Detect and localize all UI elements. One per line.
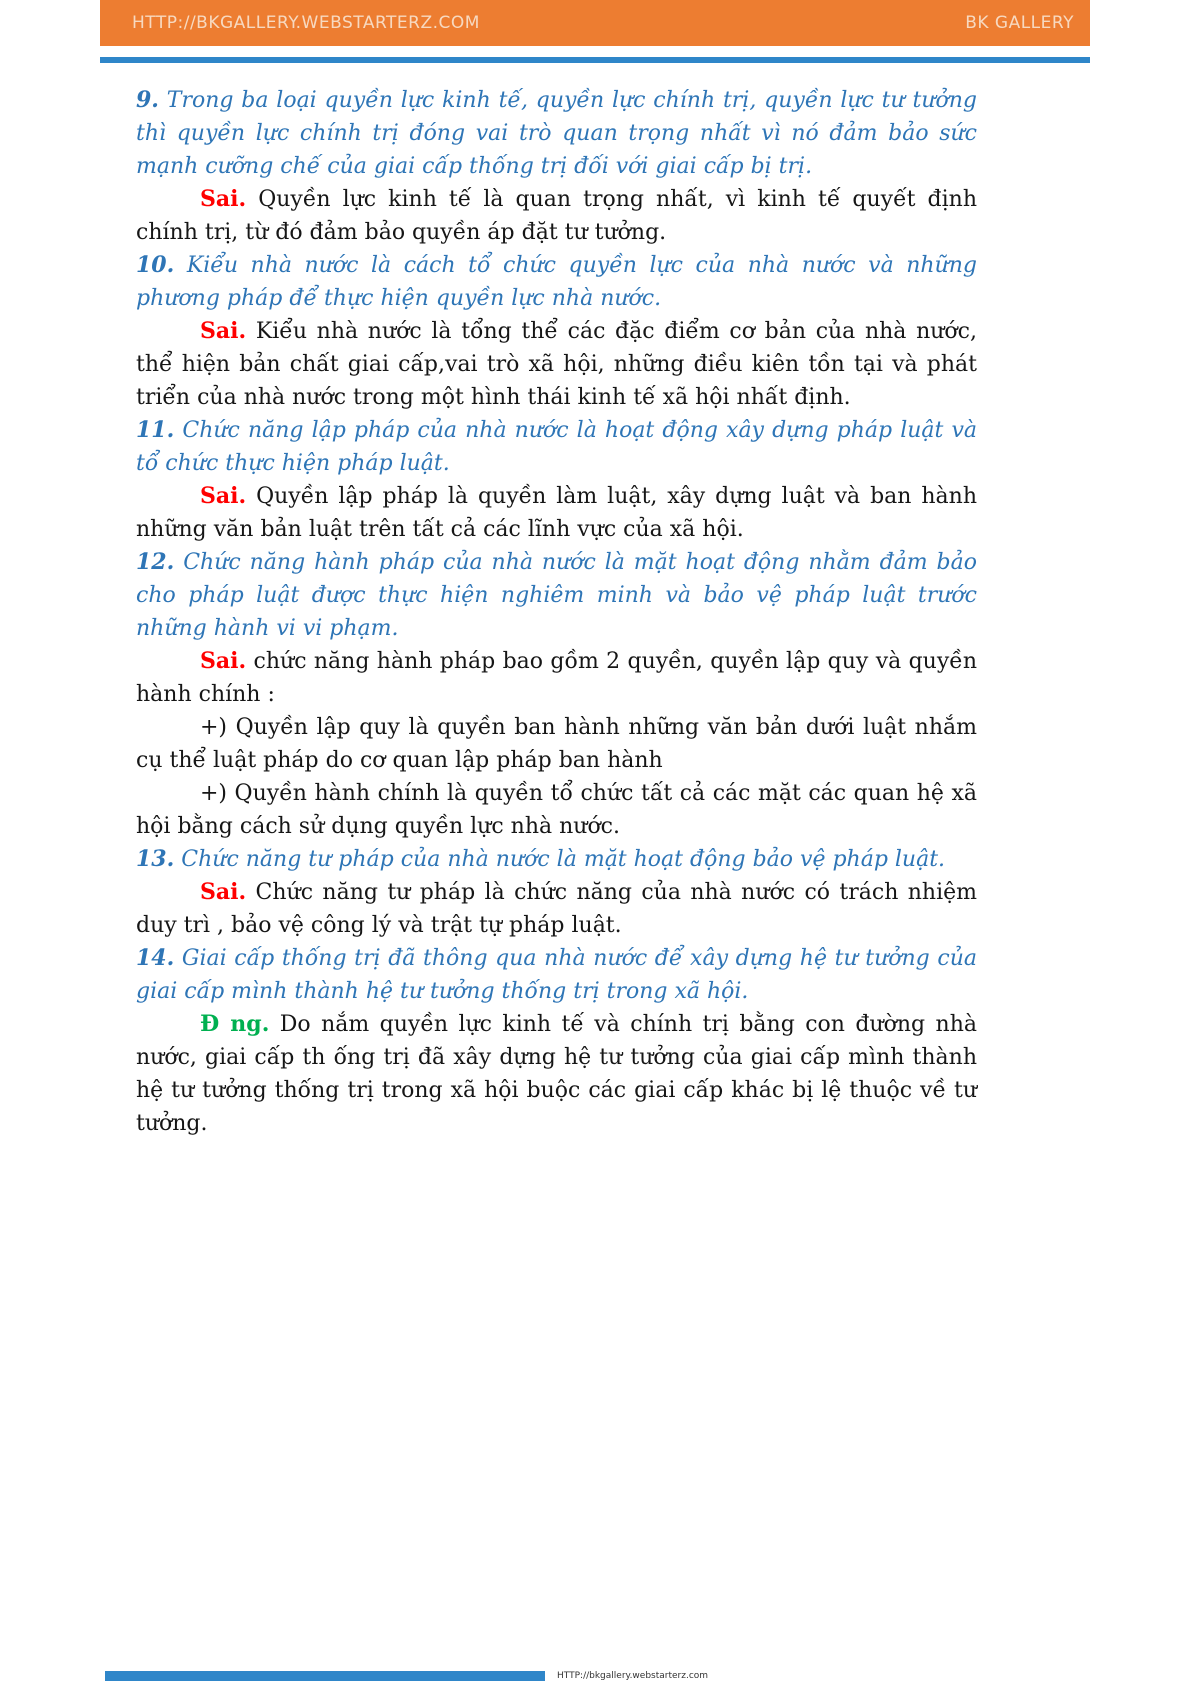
question-paragraph xyxy=(136,546,977,645)
answer-paragraph: Sai. chức năng hành pháp bao gồm 2 quyền, quyền lập quy và quyền hành chính : xyxy=(136,648,977,707)
verdict-label: Sai. xyxy=(200,318,247,344)
question-number: 9. xyxy=(136,87,159,113)
verdict-label: Sai. xyxy=(200,648,247,674)
question-paragraph xyxy=(136,414,977,480)
header-bar xyxy=(100,0,1090,46)
answer-paragraph: Đ ng. Do nắm quyền lực kinh tế và chính trị bằng con đường nhà nước, giai cấp th ống trị đã xây dựng hệ tư tưởng của giai cấp mình thành hệ tư tưởng thống trị trong xã hội buộc các giai cấp khác bị lệ thuộc về tư tưởng. xyxy=(136,1011,977,1136)
question-paragraph xyxy=(136,84,977,183)
header-url: HTTP://BKGALLERY.WEBSTARTERZ.COM xyxy=(132,13,480,33)
question-number: 12. xyxy=(136,549,175,575)
verdict-label: Đ ng. xyxy=(200,1011,270,1037)
question-number: 11. xyxy=(136,417,175,443)
document-body xyxy=(136,84,977,1140)
answer-paragraph: +) Quyền hành chính là quyền tổ chức tất cả các mặt các quan hệ xã hội bằng cách sử dụng quyền lực nhà nước. xyxy=(136,781,977,839)
footer-bar xyxy=(105,1671,545,1681)
question-paragraph xyxy=(136,942,977,1008)
question-text: Trong ba loại quyền lực kinh tế, quyền lực chính trị, quyền lực tư tưởng thì quyền lực chính trị đóng vai trò quan trọng nhất vì nó đảm bảo sức mạnh cưỡng chế của giai cấp thống trị đối với giai cấp bị trị. xyxy=(136,88,977,179)
answer-paragraph: Sai. Kiểu nhà nước là tổng thể các đặc điểm cơ bản của nhà nước, thể hiện bản chất giai cấp,vai trò xã hội, những điều kiên tồn tại và phát triển của nhà nước trong một hình thái kinh tế xã hội nhất định. xyxy=(136,318,977,410)
question-text: Kiểu nhà nước là cách tổ chức quyền lực của nhà nước và những phương pháp để thực hiện quyền lực nhà nước. xyxy=(136,253,977,311)
question-paragraph xyxy=(136,843,977,876)
header-brand: BK GALLERY xyxy=(965,13,1074,33)
question-number: 10. xyxy=(136,252,175,278)
verdict-label: Sai. xyxy=(200,186,247,212)
verdict-label: Sai. xyxy=(200,879,247,905)
question-text: Giai cấp thống trị đã thông qua nhà nước để xây dựng hệ tư tưởng của giai cấp mình thành hệ tư tưởng thống trị trong xã hội. xyxy=(136,946,977,1004)
question-text: Chức năng tư pháp của nhà nước là mặt hoạt động bảo vệ pháp luật. xyxy=(174,847,946,872)
header-divider xyxy=(100,57,1090,63)
question-paragraph xyxy=(136,249,977,315)
answer-paragraph: Sai. Chức năng tư pháp là chức năng của nhà nước có trách nhiệm duy trì , bảo vệ công lý và trật tự pháp luật. xyxy=(136,879,977,938)
verdict-label: Sai. xyxy=(200,483,247,509)
question-number: 13. xyxy=(136,846,175,872)
question-text: Chức năng lập pháp của nhà nước là hoạt động xây dựng pháp luật và tổ chức thực hiện pháp luật. xyxy=(136,418,977,476)
footer-text: HTTP://bkgallery.webstarterz.com xyxy=(557,1671,709,1681)
footer xyxy=(105,1671,708,1681)
answer-paragraph: +) Quyền lập quy là quyền ban hành những văn bản dưới luật nhắm cụ thể luật pháp do cơ quan lập pháp ban hành xyxy=(136,715,977,773)
question-number: 14. xyxy=(136,945,175,971)
question-text: Chức năng hành pháp của nhà nước là mặt hoạt động nhằm đảm bảo cho pháp luật được thực hiện nghiêm minh và bảo vệ pháp luật trước những hành vi vi phạm. xyxy=(136,550,977,641)
answer-paragraph: Sai. Quyền lực kinh tế là quan trọng nhất, vì kinh tế quyết định chính trị, từ đó đảm bảo quyền áp đặt tư tưởng. xyxy=(136,186,977,245)
answer-paragraph: Sai. Quyền lập pháp là quyền làm luật, xây dựng luật và ban hành những văn bản luật trên tất cả các lĩnh vực của xã hội. xyxy=(136,483,977,542)
